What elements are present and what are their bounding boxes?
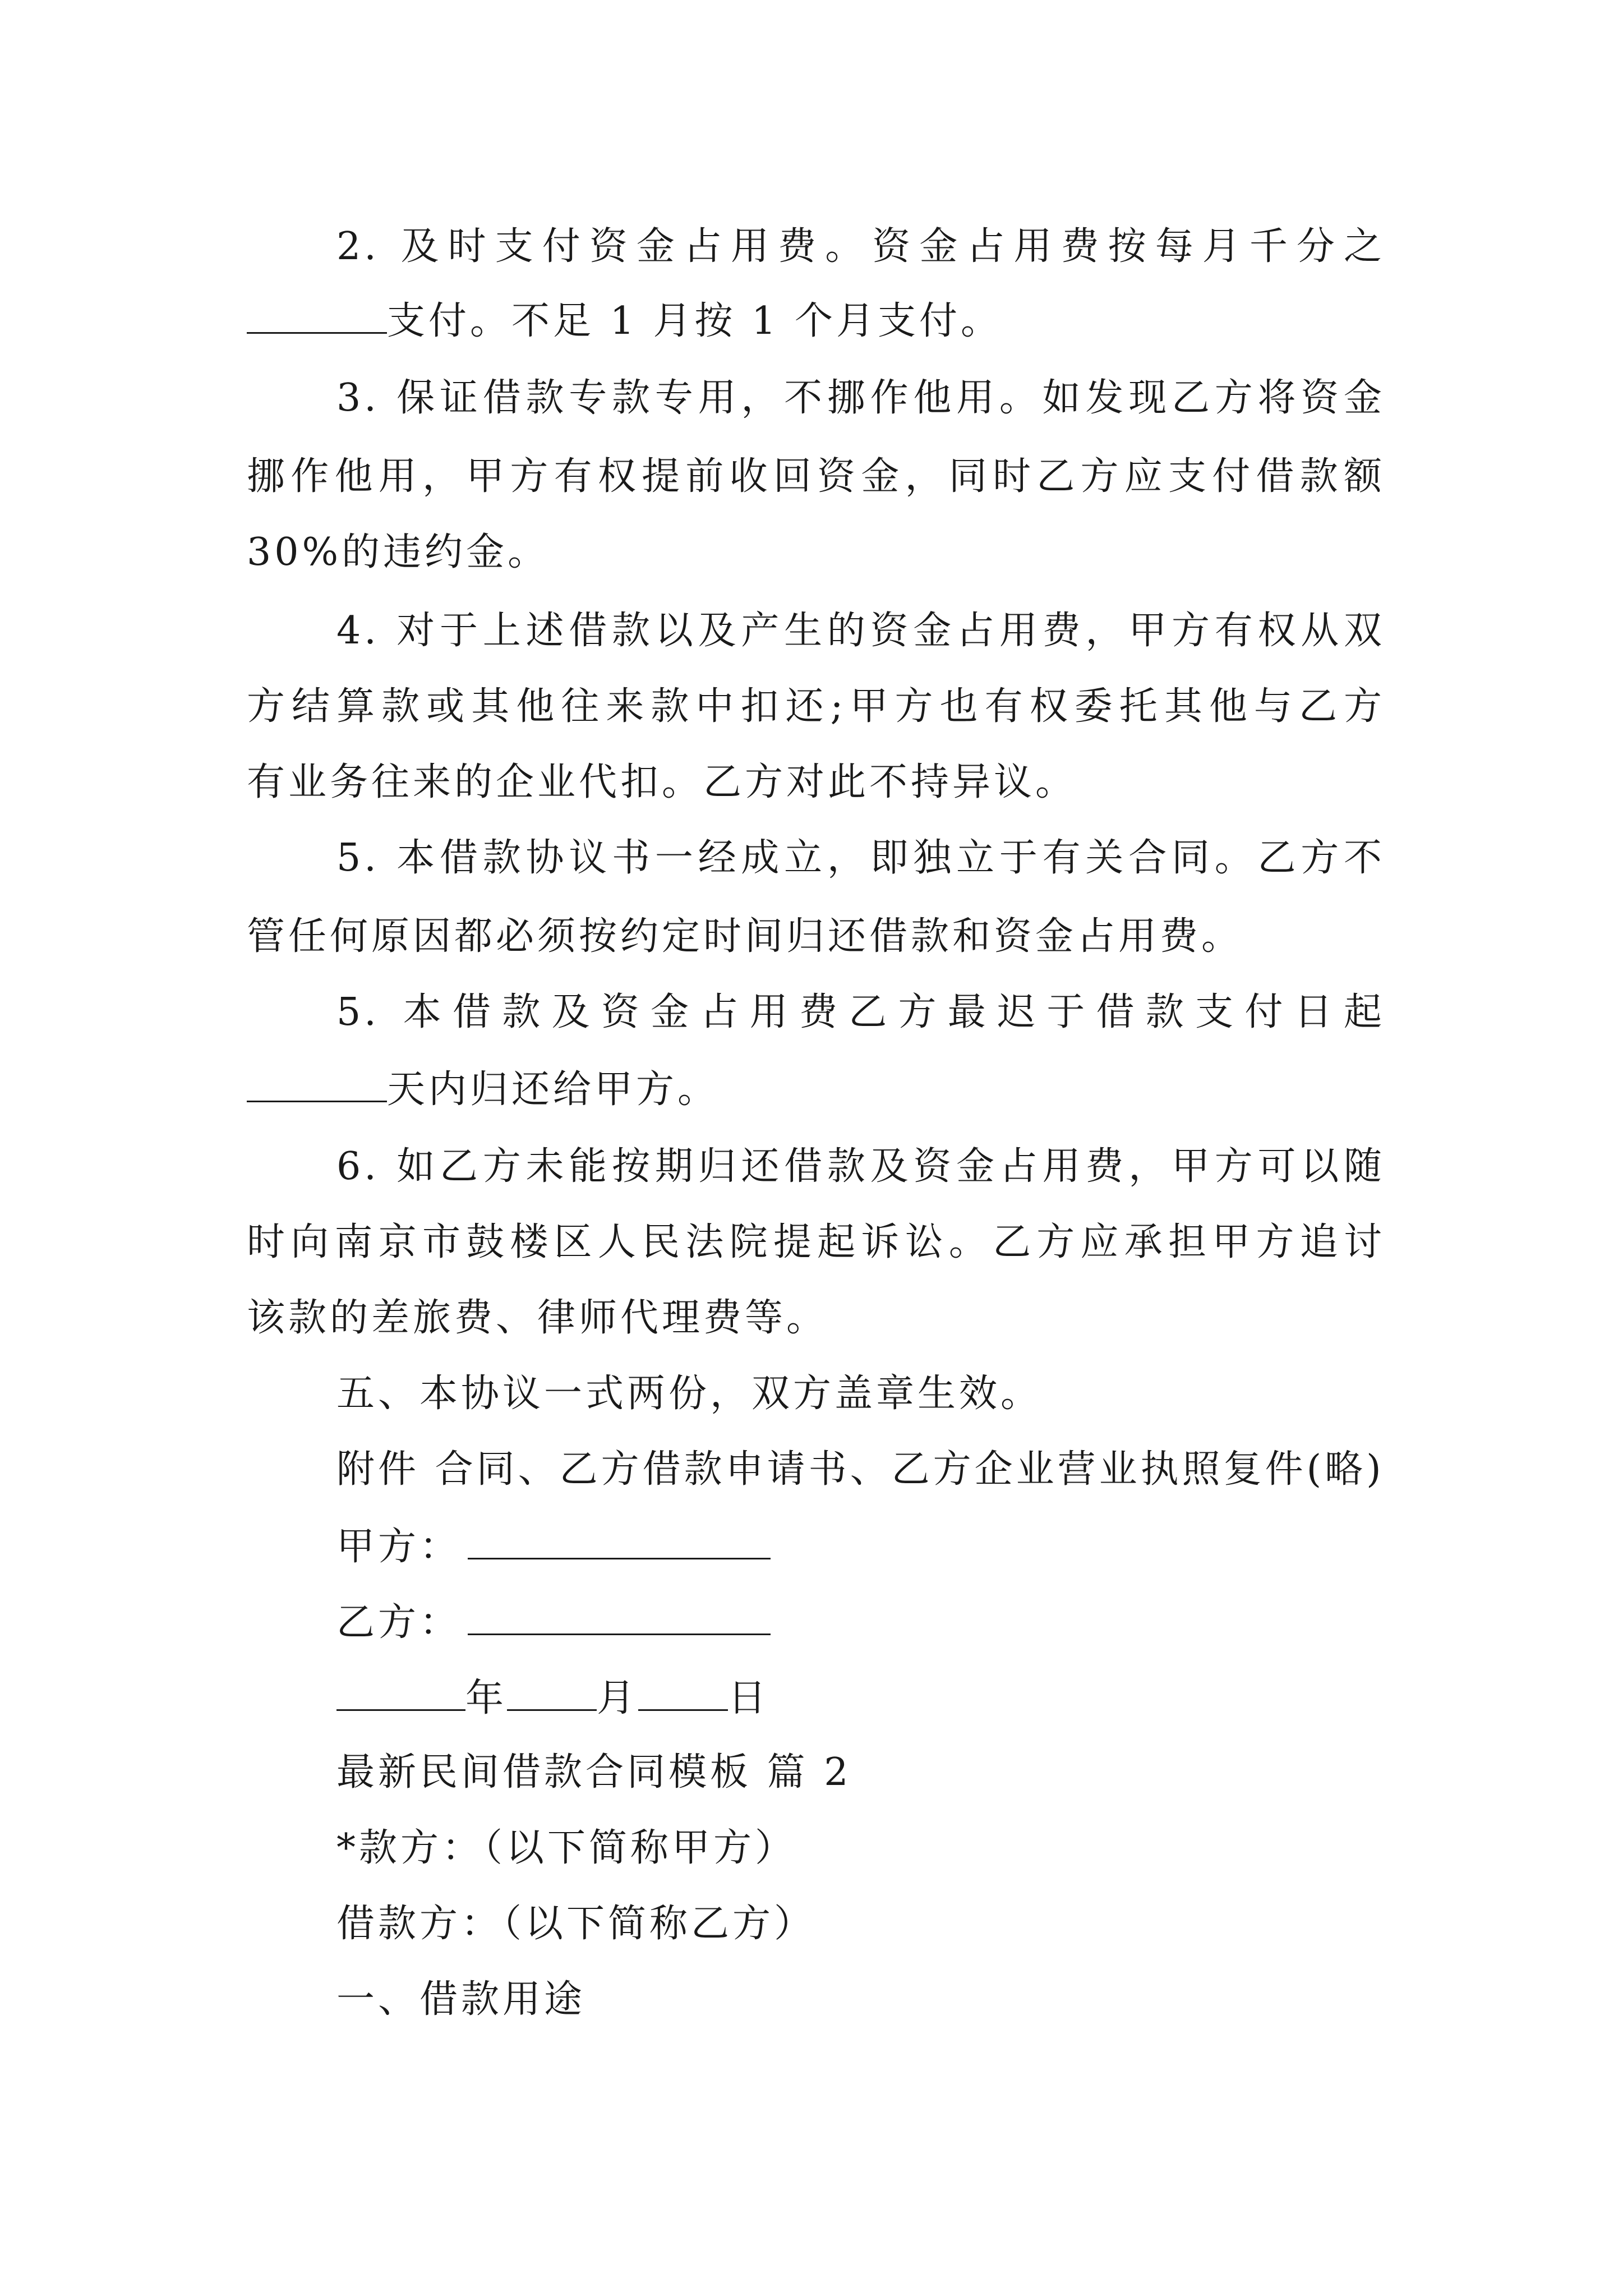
item-6-line-3: 该款的差旅费、律师代理费等。: [247, 1296, 828, 1340]
item-5b-line-2-text: 天内归还给甲方。: [387, 1068, 720, 1112]
item-5b-line-2: [247, 1060, 1385, 1118]
item-4-line-1: 4. 对于上述借款以及产生的资金占用费，甲方有权从双: [336, 609, 1385, 653]
item-3-line-2: 挪作他用，甲方有权提前收回资金，同时乙方应支付借款额: [247, 454, 1385, 499]
item-3-line-1: 3. 保证借款专款专用，不挪作他用。如发现乙方将资金: [336, 376, 1385, 420]
item-5a-line-1: 5. 本借款协议书一经成立，即独立于有关合同。乙方不: [336, 836, 1385, 880]
month-blank: [507, 1669, 597, 1711]
party-b-signature: [336, 1593, 1385, 1651]
party-b-label: 乙方：: [336, 1600, 462, 1645]
date-line: [336, 1669, 1385, 1727]
item-2-line-1: 2. 及时支付资金占用费。资金占用费按每月千分之: [336, 224, 1385, 269]
borrower-line: 借款方：（以下简称乙方）: [336, 1902, 816, 1946]
heading-part-2: 最新民间借款合同模板 篇 2: [336, 1750, 852, 1795]
item-3-line-3: 30%的违约金。: [247, 530, 550, 574]
month-label: 月: [597, 1676, 639, 1720]
party-b-blank: [468, 1593, 771, 1635]
item-6-line-2: 时向南京市鼓楼区人民法院提起诉讼。乙方应承担甲方追讨: [247, 1220, 1385, 1264]
day-label: 日: [728, 1676, 770, 1720]
blank-field: [247, 1060, 387, 1102]
item-2-line-2-text: 支付。不足 1 月按 1 个月支付。: [387, 299, 1002, 343]
year-blank: [336, 1669, 465, 1711]
item-4-line-2: 方结算款或其他往来款中扣还;甲方也有权委托其他与乙方: [247, 684, 1385, 729]
year-label: 年: [465, 1676, 508, 1720]
item-2-line-2: [247, 292, 1385, 349]
day-blank: [638, 1669, 728, 1711]
item-5a-line-2: 管任何原因都必须按约定时间归还借款和资金占用费。: [247, 914, 1243, 959]
blank-field: [247, 292, 387, 334]
item-5b-line-1: 5. 本借款及资金占用费乙方最迟于借款支付日起: [336, 990, 1385, 1034]
lender-line: *款方：（以下简称甲方）: [336, 1826, 797, 1870]
party-a-blank: [468, 1517, 771, 1559]
item-4-line-3: 有业务往来的企业代扣。乙方对此不持异议。: [247, 760, 1077, 804]
section-5: 五、本协议一式两份，双方盖章生效。: [336, 1372, 1043, 1416]
attachment-line: 附件 合同、乙方借款申请书、乙方企业营业执照复件(略): [336, 1447, 1385, 1492]
item-6-line-1: 6. 如乙方未能按期归还借款及资金占用费，甲方可以随: [336, 1144, 1385, 1189]
section-1-heading: 一、借款用途: [336, 1977, 586, 2022]
party-a-signature: [336, 1517, 1385, 1575]
party-a-label: 甲方：: [336, 1525, 462, 1569]
